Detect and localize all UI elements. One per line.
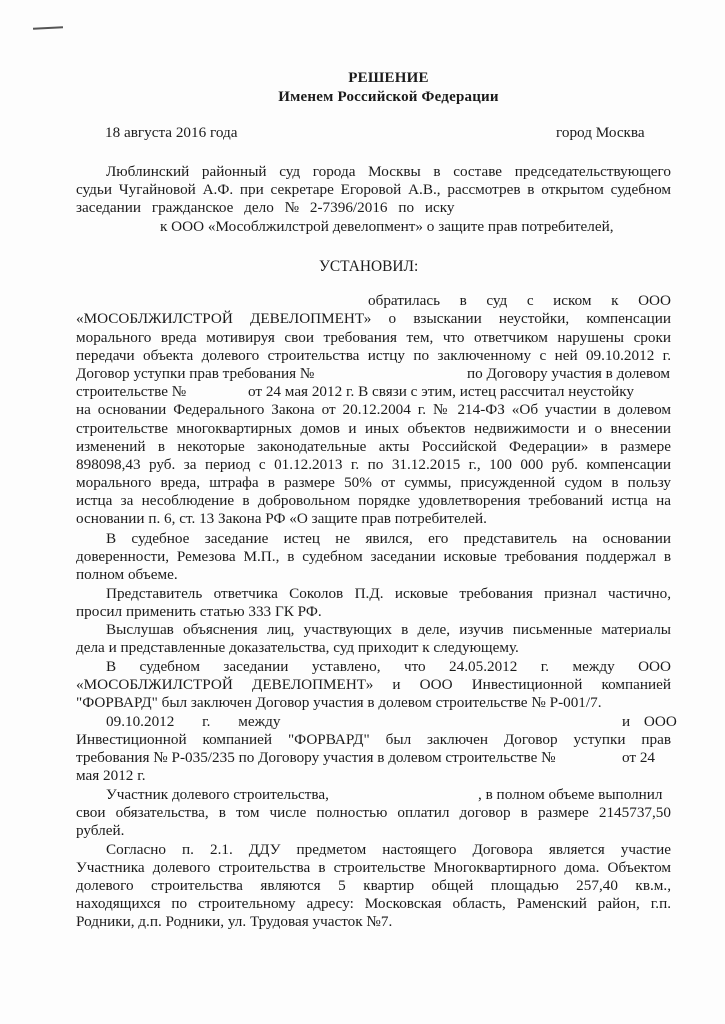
body-line: изменений в некоторые законодательные акты Российской Федерации» в размере	[76, 438, 671, 455]
body-line: В судебное заседание истец не явился, его представитель на основании	[106, 530, 671, 547]
body-line-part: Договор уступки прав требования №	[76, 365, 315, 382]
body-line-part: требования № Р-035/235 по Договору участия в долевом строительстве №	[76, 749, 556, 766]
body-line: находящихся по строительному адресу: Московская область, Раменский район, г.п.	[76, 895, 671, 912]
body-line: Согласно п. 2.1. ДДУ предметом настоящего Договора является участие	[106, 841, 671, 858]
body-line: передачи объекта долевого строительства истцу по заключенному с ней 09.10.2012 г.	[76, 347, 671, 364]
body-line: морального вреда мотивируя свои требования тем, что ответчиком нарушены сроки	[76, 329, 671, 346]
body-line: морального вреда, штрафа в размере 50% от суммы, присужденной судом в пользу	[76, 474, 671, 491]
body-line: обратилась в суд с иском к ООО	[368, 292, 671, 309]
decision-city: город Москва	[556, 124, 645, 141]
body-line: Родники, д.п. Родники, ул. Трудовая участок №7.	[76, 913, 393, 930]
body-line: полном объеме.	[76, 566, 178, 583]
body-line: Инвестиционной компанией "ФОРВАРД" был заключен Договор уступки прав	[76, 731, 671, 748]
document-title: РЕШЕНИЕ	[348, 70, 429, 86]
body-line-part: строительстве №	[76, 383, 187, 400]
pen-mark	[33, 26, 63, 30]
section-heading: УСТАНОВИЛ:	[319, 258, 419, 275]
body-line: свои обязательства, в том числе полностью оплатил договор в размере 2145737,50	[76, 804, 671, 821]
body-line-part: 09.10.2012 г. между	[106, 713, 281, 730]
body-line: на основании Федерального Закона от 20.12.2004 г. № 214-ФЗ «Об участии в долевом	[76, 401, 671, 418]
body-line: «МОСОБЛЖИЛСТРОЙ ДЕВЕЛОПМЕНТ» о взыскании неустойки, компенсации	[76, 310, 671, 327]
body-line: «МОСОБЛЖИЛСТРОЙ ДЕВЕЛОПМЕНТ» и ООО Инвестиционной компанией	[76, 676, 671, 693]
body-line: истца за несоблюдение в добровольном порядке удовлетворения требований истца на	[76, 492, 671, 509]
intro-line: к ООО «Мособлжилстрой девелопмент» о защите прав потребителей,	[160, 218, 614, 235]
body-line: строительстве многоквартирных домов и иных объектов недвижимости и о внесении	[76, 420, 671, 437]
body-line-part: , в полном объеме выполнил	[478, 786, 663, 803]
intro-line: судьи Чугайновой А.Ф. при секретаре Егоровой А.В., рассмотрев в открытом судебном	[76, 181, 671, 198]
intro-line: заседании гражданское дело № 2-7396/2016 по иску	[76, 199, 455, 216]
body-line: рублей.	[76, 822, 125, 839]
body-line: просил применить статью 333 ГК РФ.	[76, 603, 322, 620]
body-line-part: Участник долевого строительства,	[106, 786, 329, 803]
body-line-part: от 24 мая 2012 г. В связи с этим, истец рассчитал неустойку	[248, 383, 634, 400]
body-line: В судебном заседании уставлено, что 24.05.2012 г. между ООО	[106, 658, 671, 675]
body-line-part: от 24	[622, 749, 656, 766]
body-line: долевого строительства являются 5 квартир общей площадью 257,40 кв.м.,	[76, 877, 671, 894]
body-line: "ФОРВАРД" был заключен Договор участия в долевом строительстве № Р-001/7.	[76, 694, 602, 711]
decision-date: 18 августа 2016 года	[105, 124, 238, 141]
body-line: основании п. 6, ст. 13 Закона РФ «О защите прав потребителей.	[76, 510, 487, 527]
body-line-part: и ООО	[622, 713, 677, 730]
body-line-part: по Договору участия в долевом	[467, 365, 671, 382]
body-line: дела и представленные доказательства, суд приходит к следующему.	[76, 639, 519, 656]
body-line: Участника долевого строительства в строительстве Многоквартирного дома. Объектом	[76, 859, 671, 876]
body-line: 898098,43 руб. за период с 01.12.2013 г. по 31.12.2015 г., 100 000 руб. компенсации	[76, 456, 671, 473]
body-line: мая 2012 г.	[76, 767, 146, 784]
document-subtitle: Именем Российской Федерации	[278, 89, 499, 105]
body-line: доверенности, Ремезова М.П., в судебном заседании исковые требования поддержал в	[76, 548, 671, 565]
intro-line: Люблинский районный суд города Москвы в составе председательствующего	[106, 163, 671, 180]
body-line: Представитель ответчика Соколов П.Д. исковые требования признал частично,	[106, 585, 671, 602]
body-line: Выслушав объяснения лиц, участвующих в деле, изучив письменные материалы	[106, 621, 671, 638]
